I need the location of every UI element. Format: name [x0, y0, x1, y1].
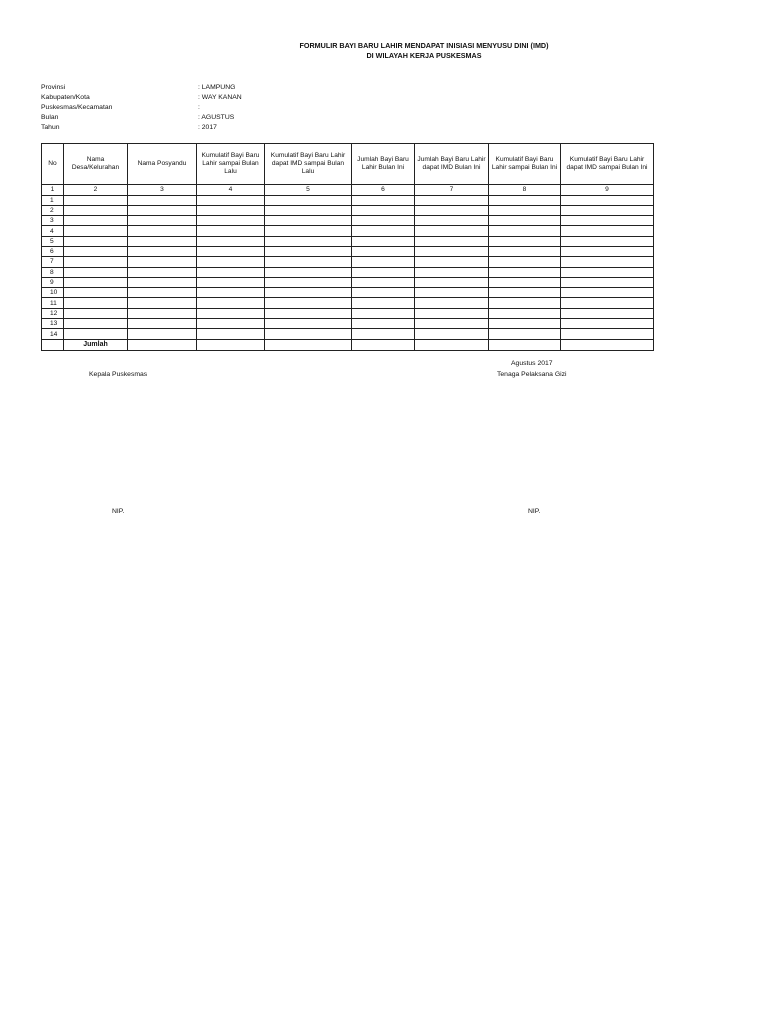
- table-cell: [64, 195, 128, 205]
- table-cell: [489, 195, 561, 205]
- info-value: : LAMPUNG: [198, 84, 236, 91]
- table-cell: [352, 236, 415, 246]
- total-label: Jumlah: [64, 339, 128, 350]
- table-cell: [489, 288, 561, 298]
- column-header: Nama Desa/Kelurahan: [64, 144, 128, 185]
- table-cell: [128, 277, 197, 287]
- table-cell: [415, 277, 489, 287]
- table-cell: [561, 216, 654, 226]
- column-header: Nama Posyandu: [128, 144, 197, 185]
- info-value: :: [198, 104, 200, 111]
- table-cell: [265, 257, 352, 267]
- table-cell: [489, 267, 561, 277]
- column-number: 3: [128, 185, 197, 196]
- total-row: [42, 339, 654, 350]
- table-cell: [265, 339, 352, 350]
- table-cell: [128, 288, 197, 298]
- table-cell: [64, 267, 128, 277]
- table-cell: [197, 329, 265, 339]
- table-cell: [489, 319, 561, 329]
- form-title: FORMULIR BAYI BARU LAHIR MENDAPAT INISIASI MENYUSU DINI (IMD): [299, 41, 549, 50]
- column-number: 6: [352, 185, 415, 196]
- table-cell: [352, 288, 415, 298]
- row-number: 12: [42, 308, 64, 318]
- table-cell: [352, 308, 415, 318]
- table-cell: [265, 195, 352, 205]
- row-number: 14: [42, 329, 64, 339]
- table-row: [42, 257, 654, 267]
- row-number: 7: [42, 257, 64, 267]
- table-cell: [489, 329, 561, 339]
- table-cell: [561, 226, 654, 236]
- row-number: 3: [42, 216, 64, 226]
- column-number-row: [42, 185, 654, 196]
- signature-date: Agustus 2017: [511, 360, 553, 367]
- row-number: 9: [42, 277, 64, 287]
- table-cell: [64, 329, 128, 339]
- row-number: 13: [42, 319, 64, 329]
- column-number: 9: [561, 185, 654, 196]
- table-cell: [415, 267, 489, 277]
- table-cell: [352, 319, 415, 329]
- table-cell: [265, 205, 352, 215]
- table-cell: [197, 288, 265, 298]
- left-nip-label: NIP.: [112, 508, 125, 515]
- table-cell: [489, 216, 561, 226]
- table-cell: [489, 298, 561, 308]
- table-cell: [128, 298, 197, 308]
- table-row: [42, 236, 654, 246]
- table-cell: [197, 298, 265, 308]
- table-cell: [415, 298, 489, 308]
- table-cell: [265, 236, 352, 246]
- table-cell: [415, 236, 489, 246]
- table-cell: [64, 277, 128, 287]
- table-cell: [265, 246, 352, 256]
- table-cell: [265, 267, 352, 277]
- table-row: [42, 319, 654, 329]
- table-cell: [561, 339, 654, 350]
- table-cell: [415, 329, 489, 339]
- table-cell: [561, 308, 654, 318]
- row-number: 2: [42, 205, 64, 215]
- table-cell: [561, 236, 654, 246]
- table-cell: [197, 226, 265, 236]
- table-cell: [561, 288, 654, 298]
- info-label: Tahun: [41, 124, 60, 131]
- info-label: Bulan: [41, 114, 59, 121]
- table-row: [42, 267, 654, 277]
- table-cell: [197, 308, 265, 318]
- table-cell: [128, 236, 197, 246]
- table-cell: [64, 205, 128, 215]
- table-row: [42, 226, 654, 236]
- table-cell: [415, 195, 489, 205]
- column-number: 7: [415, 185, 489, 196]
- table-cell: [128, 257, 197, 267]
- column-header: Jumlah Bayi Baru Lahir Bulan Ini: [352, 144, 415, 185]
- table-cell: [561, 329, 654, 339]
- table-cell: [415, 308, 489, 318]
- table-row: [42, 329, 654, 339]
- table-cell: [265, 329, 352, 339]
- table-cell: [415, 288, 489, 298]
- table-cell: [352, 216, 415, 226]
- row-number: 6: [42, 246, 64, 256]
- column-number: 5: [265, 185, 352, 196]
- table-cell: [128, 226, 197, 236]
- table-cell: [265, 298, 352, 308]
- table-cell: [352, 226, 415, 236]
- table-cell: [128, 216, 197, 226]
- table-cell: [197, 236, 265, 246]
- info-value: : WAY KANAN: [198, 94, 242, 101]
- table-cell: [352, 246, 415, 256]
- table-cell: [64, 216, 128, 226]
- table-row: [42, 216, 654, 226]
- info-value: : AGUSTUS: [198, 114, 235, 121]
- column-header: No: [42, 144, 64, 185]
- table-cell: [415, 205, 489, 215]
- table-cell: [197, 339, 265, 350]
- table-cell: [265, 216, 352, 226]
- table-cell: [128, 319, 197, 329]
- table-cell: [64, 246, 128, 256]
- table-cell: [415, 226, 489, 236]
- table-cell: [561, 319, 654, 329]
- column-header: Kumulatif Bayi Baru Lahir sampai Bulan Lalu: [197, 144, 265, 185]
- table-cell: [197, 205, 265, 215]
- column-number: 4: [197, 185, 265, 196]
- table-cell: [197, 257, 265, 267]
- table-cell: [128, 308, 197, 318]
- table-cell: [352, 195, 415, 205]
- table-cell: [489, 257, 561, 267]
- table-cell: [489, 246, 561, 256]
- table-cell: [265, 308, 352, 318]
- table-cell: [197, 277, 265, 287]
- table-cell: [64, 236, 128, 246]
- table-cell: [415, 246, 489, 256]
- table-cell: [352, 329, 415, 339]
- table-row: [42, 195, 654, 205]
- table-cell: [197, 216, 265, 226]
- table-cell: [197, 195, 265, 205]
- table-cell: [128, 205, 197, 215]
- table-cell: [265, 277, 352, 287]
- table-cell: [561, 277, 654, 287]
- table-cell: [64, 298, 128, 308]
- row-number: 4: [42, 226, 64, 236]
- column-header: Kumulatif Bayi Baru Lahir dapat IMD sampai Bulan Ini: [561, 144, 654, 185]
- left-signatory-title: Kepala Puskesmas: [89, 371, 148, 378]
- table-cell: [128, 267, 197, 277]
- table-cell: [64, 288, 128, 298]
- row-number: 10: [42, 288, 64, 298]
- row-number: 8: [42, 267, 64, 277]
- table-cell: [352, 298, 415, 308]
- table-cell: [489, 277, 561, 287]
- table-cell: [489, 236, 561, 246]
- table-cell: [197, 319, 265, 329]
- table-row: [42, 288, 654, 298]
- table-cell: [64, 319, 128, 329]
- header-row: [42, 144, 654, 185]
- table-cell: [561, 267, 654, 277]
- row-number: 11: [42, 298, 64, 308]
- table-cell: [265, 288, 352, 298]
- table-cell: [64, 308, 128, 318]
- column-number: 8: [489, 185, 561, 196]
- column-header: Kumulatif Bayi Baru Lahir sampai Bulan Ini: [489, 144, 561, 185]
- table-cell: [561, 205, 654, 215]
- table-cell: [352, 267, 415, 277]
- table-cell: [352, 339, 415, 350]
- right-nip-label: NIP.: [528, 508, 541, 515]
- column-number: 1: [42, 185, 64, 196]
- table-cell: [415, 216, 489, 226]
- info-label: Provinsi: [41, 84, 66, 91]
- table-cell: [265, 319, 352, 329]
- table-row: [42, 298, 654, 308]
- table-cell: [415, 257, 489, 267]
- imd-data-table: [41, 143, 654, 351]
- table-cell: [561, 195, 654, 205]
- row-number: 5: [42, 236, 64, 246]
- table-row: [42, 246, 654, 256]
- table-cell: [489, 308, 561, 318]
- table-cell: [42, 339, 64, 350]
- table-cell: [489, 226, 561, 236]
- table-cell: [197, 267, 265, 277]
- right-signatory-title: Tenaga Pelaksana Gizi: [497, 371, 567, 378]
- table-cell: [128, 246, 197, 256]
- info-label: Kabupaten/Kota: [41, 94, 90, 101]
- table-cell: [64, 226, 128, 236]
- info-value: : 2017: [198, 124, 217, 131]
- column-header: Kumulatif Bayi Baru Lahir dapat IMD sampai Bulan Lalu: [265, 144, 352, 185]
- table-cell: [197, 246, 265, 256]
- table-cell: [352, 205, 415, 215]
- table-cell: [128, 339, 197, 350]
- column-number: 2: [64, 185, 128, 196]
- table-cell: [128, 329, 197, 339]
- table-cell: [64, 257, 128, 267]
- info-label: Puskesmas/Kecamatan: [41, 104, 113, 111]
- table-cell: [265, 226, 352, 236]
- table-cell: [415, 319, 489, 329]
- column-header: Jumlah Bayi Baru Lahir dapat IMD Bulan Ini: [415, 144, 489, 185]
- table-cell: [415, 339, 489, 350]
- table-row: [42, 277, 654, 287]
- table-cell: [561, 246, 654, 256]
- table-row: [42, 308, 654, 318]
- table-cell: [489, 339, 561, 350]
- table-cell: [352, 257, 415, 267]
- table-cell: [128, 195, 197, 205]
- table-cell: [561, 298, 654, 308]
- table-row: [42, 205, 654, 215]
- row-number: 1: [42, 195, 64, 205]
- table-cell: [352, 277, 415, 287]
- table-cell: [561, 257, 654, 267]
- table-cell: [489, 205, 561, 215]
- form-subtitle: DI WILAYAH KERJA PUSKESMAS: [366, 51, 482, 60]
